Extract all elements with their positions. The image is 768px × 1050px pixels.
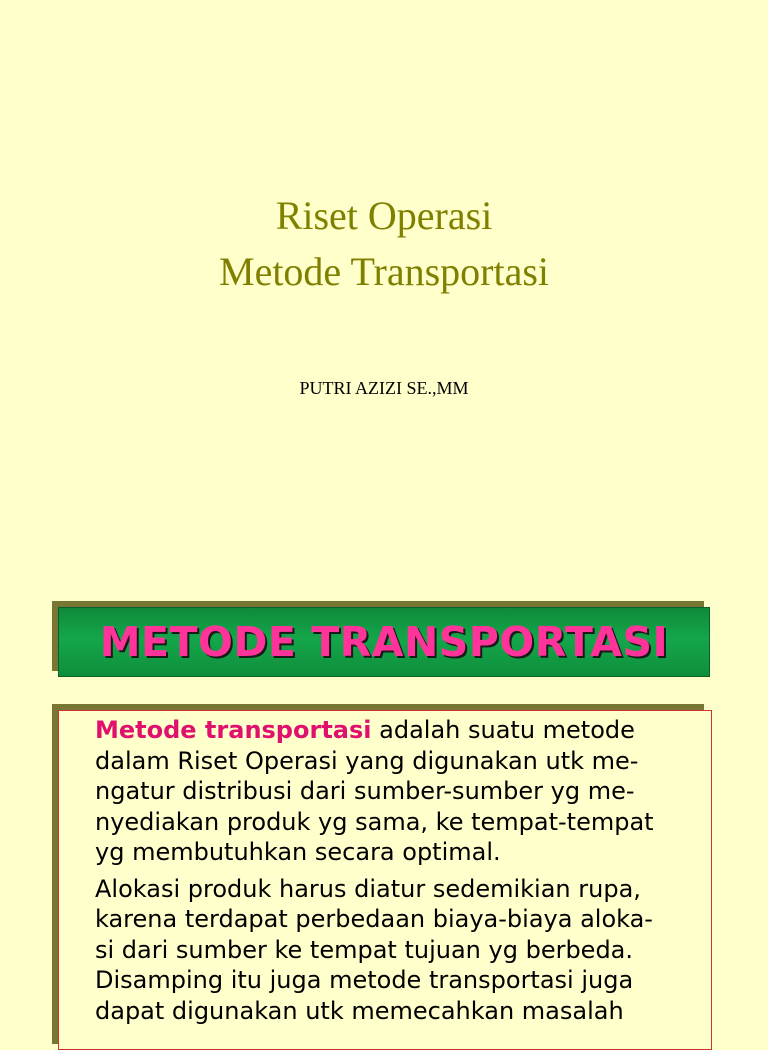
paragraph-line: nyediakan produk yg sama, ke tempat-tempat: [95, 807, 654, 836]
paragraph-line: yg membutuhkan secara optimal.: [95, 838, 501, 866]
paragraph-line: Alokasi produk harus diatur sedemikian rupa,: [95, 874, 641, 903]
title-line-2: Metode Transportasi: [219, 249, 549, 294]
paragraph-line: adalah suatu metode: [371, 716, 635, 744]
paragraph-line: ngatur distribusi dari sumber-sumber yg me-: [95, 777, 635, 805]
banner-heading: METODE TRANSPORTASI: [99, 618, 669, 666]
author-name: PUTRI AZIZI SE.,MM: [299, 378, 469, 398]
paragraph-line: karena terdapat perbedaan biaya-biaya aloka-: [95, 905, 653, 933]
section-banner: [58, 607, 710, 677]
paragraph-allocation: [95, 874, 697, 1027]
paragraph-line: Disamping itu juga metode transportasi juga: [95, 966, 634, 994]
paragraph-line: dapat digunakan utk memecahkan masalah: [95, 996, 624, 1025]
paragraph-line: dalam Riset Operasi yang digunakan utk me-: [95, 746, 639, 775]
slide-title: [0, 188, 768, 300]
term-highlight: Metode transportasi: [95, 716, 372, 744]
paragraph-definition: [95, 715, 697, 868]
title-line-1: Riset Operasi: [275, 193, 493, 238]
content-box: [58, 710, 712, 1050]
paragraph-line: si dari sumber ke tempat tujuan yg berbeda.: [95, 935, 634, 964]
